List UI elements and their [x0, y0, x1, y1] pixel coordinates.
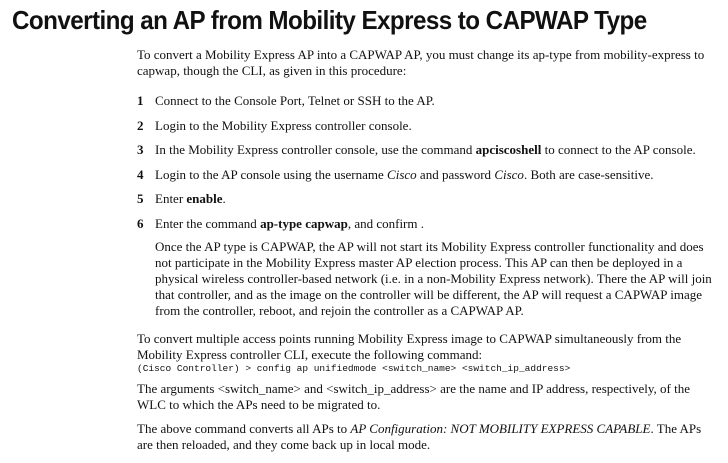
- arguments-paragraph: The arguments <switch_name> and <switch_ip_address> are the name and IP address, respectively, of the WLC to which the APs need to be migrated to.: [137, 380, 691, 412]
- step-text-mid: and password: [416, 166, 495, 182]
- step-4: [137, 167, 717, 183]
- result-paragraph: [137, 421, 717, 453]
- step-text: [155, 191, 226, 206]
- step-3: [137, 142, 717, 158]
- step-text-pre: Enter: [155, 191, 187, 206]
- step-2: [137, 118, 717, 134]
- command-apciscoshell: apciscoshell: [475, 142, 542, 157]
- step-text-pre: Enter the command: [155, 215, 261, 231]
- step-number: 6: [137, 215, 144, 231]
- step-text: Login to the Mobility Express controller console.: [155, 117, 412, 133]
- intro-paragraph: To convert a Mobility Express AP into a CAPWAP AP, you must change its ap-type from mobility-express to capwap, though the CLI, as given in this procedure:: [137, 47, 705, 78]
- step-1: [137, 93, 717, 109]
- step-text-post: , and confirm .: [347, 215, 424, 231]
- step-number: 3: [137, 142, 144, 157]
- step-text: [155, 167, 654, 182]
- procedure-steps: [137, 93, 717, 319]
- multi-ap-intro: To convert multiple access points running Mobility Express image to CAPWAP simultaneously from the Mobility Express controller CLI, execute the following command:: [137, 330, 682, 362]
- result-text-pre: The above command converts all APs to: [137, 420, 351, 436]
- ap-configuration-value: AP Configuration: NOT MOBILITY EXPRESS CAPABLE: [350, 420, 651, 436]
- step-number: 2: [137, 117, 144, 133]
- step-text: [155, 216, 424, 231]
- command-enable: enable: [186, 191, 223, 206]
- step-number: 1: [137, 93, 144, 108]
- step-5: [137, 191, 717, 207]
- result-text-post: . The APs are then reloaded, and they come back up in local mode.: [137, 420, 702, 452]
- password-value: Cisco: [494, 166, 524, 182]
- step-6-detail: Once the AP type is CAPWAP, the AP will not start its Mobility Express controller functionality and does not participate in the Mobility Express master AP election process. This AP can then be deployed in a physical wireless controller-based network (i.e. in a non-Mobility Express network). There the AP will join that controller, and as the image on the controller will be different, the AP will request a CAPWAP image from the controller, reboot, and rejoin the controller as a CAPWAP AP.: [155, 238, 712, 318]
- step-text-pre: Login to the AP console using the username: [155, 166, 388, 182]
- cli-command: (Cisco Controller) > config ap unifiedmode <switch_name> <switch_ip_address>: [137, 362, 571, 374]
- step-text: Connect to the Console Port, Telnet or SSH to the AP.: [155, 93, 435, 108]
- step-text-post: .: [222, 191, 226, 206]
- username-value: Cisco: [387, 166, 417, 182]
- step-text-post: . Both are case-sensitive.: [523, 166, 654, 182]
- step-number: 5: [137, 191, 144, 206]
- step-text: [155, 142, 696, 157]
- document-body: [137, 47, 717, 453]
- step-number: 4: [137, 166, 144, 182]
- step-text-pre: In the Mobility Express controller console, use the command: [155, 142, 476, 157]
- page-title: Converting an AP from Mobility Express to CAPWAP Type: [12, 5, 647, 35]
- step-text-post: to connect to the AP console.: [541, 142, 696, 157]
- command-ap-type-capwap: ap-type capwap: [260, 215, 348, 231]
- step-6: [137, 216, 717, 319]
